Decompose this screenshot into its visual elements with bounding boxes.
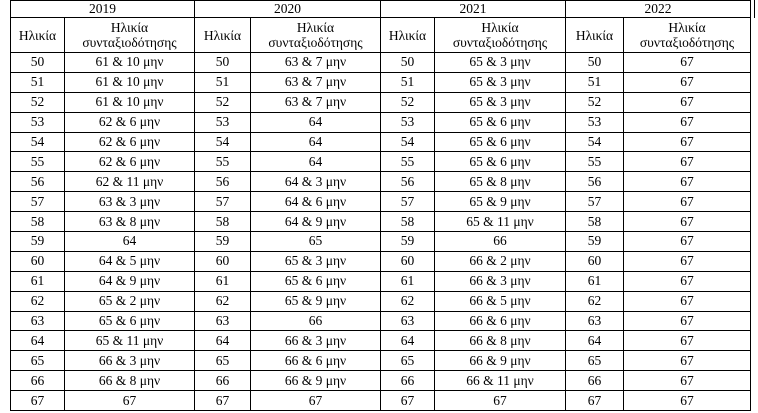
age-2019-cell: 61: [11, 271, 65, 291]
pension-age-2022-cell: 67: [624, 192, 751, 212]
pension-age-2019-cell: 65 & 11 μην: [65, 331, 195, 351]
table-row: [11, 112, 751, 132]
age-2022-cell: 60: [566, 251, 624, 271]
age-2021-cell: 58: [381, 212, 435, 232]
year-2022-header: 2022: [566, 1, 751, 18]
age-2020-cell: 54: [195, 132, 251, 152]
pension-age-2021-cell: 65 & 3 μην: [435, 92, 566, 112]
pension-age-2022-cell: 67: [624, 351, 751, 371]
age-2021-cell: 53: [381, 112, 435, 132]
age-2020-cell: 51: [195, 72, 251, 92]
pension-age-2019-cell: 61 & 10 μην: [65, 72, 195, 92]
age-2022-cell: 66: [566, 371, 624, 391]
pension-age-2022-cell: 67: [624, 72, 751, 92]
pension-age-column-header: [624, 18, 751, 53]
pension-age-2019-cell: 64 & 5 μην: [65, 251, 195, 271]
pension-age-2019-cell: 62 & 6 μην: [65, 132, 195, 152]
pension-age-2022-cell: 67: [624, 271, 751, 291]
pension-age-2019-cell: 63 & 3 μην: [65, 192, 195, 212]
pension-age-2020-cell: 64: [251, 112, 381, 132]
pension-age-2022-cell: 67: [624, 331, 751, 351]
age-2020-cell: 66: [195, 371, 251, 391]
pension-age-2019-cell: 63 & 8 μην: [65, 212, 195, 232]
table-row: [11, 53, 751, 73]
table-row: [11, 391, 751, 411]
age-2022-cell: 51: [566, 72, 624, 92]
age-2019-cell: 52: [11, 92, 65, 112]
table-row: [11, 172, 751, 192]
pension-age-2021-cell: 67: [435, 391, 566, 411]
age-2021-cell: 64: [381, 331, 435, 351]
age-2020-cell: 64: [195, 331, 251, 351]
pension-age-2020-cell: 63 & 7 μην: [251, 92, 381, 112]
age-2019-cell: 67: [11, 391, 65, 411]
pension-age-2021-cell: 65 & 3 μην: [435, 53, 566, 73]
age-2022-cell: 58: [566, 212, 624, 232]
age-2021-cell: 52: [381, 92, 435, 112]
pension-age-2021-cell: 66 & 6 μην: [435, 311, 566, 331]
age-2019-cell: 59: [11, 232, 65, 252]
age-2020-cell: 50: [195, 53, 251, 73]
pension-header-line1: Ηλικία: [668, 20, 706, 35]
age-2022-cell: 55: [566, 152, 624, 172]
pension-age-2021-cell: 66: [435, 232, 566, 252]
pension-age-column-header: [251, 18, 381, 53]
pension-age-2021-cell: 66 & 9 μην: [435, 351, 566, 371]
age-2022-cell: 61: [566, 271, 624, 291]
age-2019-cell: 63: [11, 311, 65, 331]
pension-age-2019-cell: 64: [65, 232, 195, 252]
age-2021-cell: 65: [381, 351, 435, 371]
age-2019-cell: 62: [11, 291, 65, 311]
age-2022-cell: 52: [566, 92, 624, 112]
age-2020-cell: 58: [195, 212, 251, 232]
age-2020-cell: 60: [195, 251, 251, 271]
year-2021-header: 2021: [381, 1, 566, 18]
pension-age-2019-cell: 62 & 6 μην: [65, 152, 195, 172]
pension-age-2021-cell: 65 & 11 μην: [435, 212, 566, 232]
age-2022-cell: 67: [566, 391, 624, 411]
age-2020-cell: 53: [195, 112, 251, 132]
age-2020-cell: 57: [195, 192, 251, 212]
age-2022-cell: 56: [566, 172, 624, 192]
age-2021-cell: 51: [381, 72, 435, 92]
pension-age-2020-cell: 63 & 7 μην: [251, 53, 381, 73]
pension-age-2020-cell: 63 & 7 μην: [251, 72, 381, 92]
age-2021-cell: 54: [381, 132, 435, 152]
pension-age-2022-cell: 67: [624, 152, 751, 172]
age-2022-cell: 54: [566, 132, 624, 152]
pension-age-2020-cell: 64 & 3 μην: [251, 172, 381, 192]
table-row: [11, 192, 751, 212]
pension-age-2020-cell: 65 & 6 μην: [251, 271, 381, 291]
age-2022-cell: 65: [566, 351, 624, 371]
age-2021-cell: 60: [381, 251, 435, 271]
age-2019-cell: 56: [11, 172, 65, 192]
age-2022-cell: 62: [566, 291, 624, 311]
pension-age-2020-cell: 64: [251, 132, 381, 152]
pension-header-line1: Ηλικία: [296, 20, 335, 35]
pension-age-2021-cell: 66 & 2 μην: [435, 251, 566, 271]
age-2020-cell: 55: [195, 152, 251, 172]
retirement-age-table: [10, 0, 751, 411]
age-2021-cell: 66: [381, 371, 435, 391]
age-2019-cell: 57: [11, 192, 65, 212]
pension-age-2022-cell: 67: [624, 311, 751, 331]
table-row: [11, 232, 751, 252]
table-row: [11, 251, 751, 271]
pension-age-2021-cell: 66 & 5 μην: [435, 291, 566, 311]
age-2020-cell: 52: [195, 92, 251, 112]
retirement-age-table-container: [10, 0, 750, 411]
pension-age-2019-cell: 62 & 6 μην: [65, 112, 195, 132]
pension-age-2022-cell: 67: [624, 212, 751, 232]
table-row: [11, 92, 751, 112]
pension-age-2022-cell: 67: [624, 391, 751, 411]
pension-header-line1: Ηλικία: [481, 20, 519, 35]
page-edge-line: [754, 0, 755, 18]
age-2019-cell: 58: [11, 212, 65, 232]
age-2019-cell: 53: [11, 112, 65, 132]
age-2020-cell: 63: [195, 311, 251, 331]
pension-age-2021-cell: 65 & 6 μην: [435, 132, 566, 152]
table-row: [11, 371, 751, 391]
pension-age-2022-cell: 67: [624, 291, 751, 311]
pension-age-2020-cell: 64 & 9 μην: [251, 212, 381, 232]
age-2021-cell: 62: [381, 291, 435, 311]
age-2021-cell: 61: [381, 271, 435, 291]
pension-age-2021-cell: 65 & 9 μην: [435, 192, 566, 212]
pension-header-line2: συνταξιοδότησης: [452, 35, 548, 50]
age-2022-cell: 50: [566, 53, 624, 73]
pension-age-2021-cell: 65 & 3 μην: [435, 72, 566, 92]
pension-age-2022-cell: 67: [624, 251, 751, 271]
age-2022-cell: 57: [566, 192, 624, 212]
age-2022-cell: 53: [566, 112, 624, 132]
pension-age-2020-cell: 65 & 9 μην: [251, 291, 381, 311]
age-2019-cell: 54: [11, 132, 65, 152]
pension-age-2022-cell: 67: [624, 371, 751, 391]
age-2022-cell: 63: [566, 311, 624, 331]
table-row: [11, 152, 751, 172]
age-column-header: Ηλικία: [11, 18, 65, 53]
age-2019-cell: 50: [11, 53, 65, 73]
pension-age-2019-cell: 61 & 10 μην: [65, 53, 195, 73]
table-row: [11, 212, 751, 232]
pension-age-2020-cell: 66 & 3 μην: [251, 331, 381, 351]
pension-age-2019-cell: 65 & 6 μην: [65, 311, 195, 331]
pension-age-2020-cell: 66 & 6 μην: [251, 351, 381, 371]
pension-age-2021-cell: 65 & 6 μην: [435, 152, 566, 172]
table-row: [11, 311, 751, 331]
age-column-header: Ηλικία: [566, 18, 624, 53]
age-2020-cell: 65: [195, 351, 251, 371]
pension-age-2020-cell: 67: [251, 391, 381, 411]
pension-age-2019-cell: 65 & 2 μην: [65, 291, 195, 311]
age-2020-cell: 61: [195, 271, 251, 291]
table-row: [11, 331, 751, 351]
table-body: [11, 53, 751, 411]
pension-age-2019-cell: 64 & 9 μην: [65, 271, 195, 291]
pension-header-line2: συνταξιοδότησης: [268, 35, 363, 50]
table-row: [11, 351, 751, 371]
age-2021-cell: 56: [381, 172, 435, 192]
table-row: [11, 271, 751, 291]
pension-age-2022-cell: 67: [624, 132, 751, 152]
pension-age-2022-cell: 67: [624, 53, 751, 73]
pension-age-2021-cell: 66 & 11 μην: [435, 371, 566, 391]
age-2019-cell: 55: [11, 152, 65, 172]
pension-age-2019-cell: 61 & 10 μην: [65, 92, 195, 112]
age-2020-cell: 56: [195, 172, 251, 192]
year-header-row: [11, 1, 751, 18]
pension-age-2019-cell: 62 & 11 μην: [65, 172, 195, 192]
age-2019-cell: 64: [11, 331, 65, 351]
year-2020-header: 2020: [195, 1, 381, 18]
pension-age-2021-cell: 66 & 8 μην: [435, 331, 566, 351]
pension-age-column-header: [65, 18, 195, 53]
column-header-row: [11, 18, 751, 53]
age-2021-cell: 55: [381, 152, 435, 172]
pension-age-2021-cell: 65 & 8 μην: [435, 172, 566, 192]
age-column-header: Ηλικία: [381, 18, 435, 53]
pension-age-2022-cell: 67: [624, 112, 751, 132]
pension-age-2019-cell: 67: [65, 391, 195, 411]
age-2021-cell: 59: [381, 232, 435, 252]
year-2019-header: 2019: [11, 1, 195, 18]
pension-age-column-header: [435, 18, 566, 53]
pension-age-2020-cell: 66: [251, 311, 381, 331]
age-2020-cell: 67: [195, 391, 251, 411]
pension-header-line2: συνταξιοδότησης: [639, 35, 735, 50]
age-2022-cell: 64: [566, 331, 624, 351]
table-row: [11, 291, 751, 311]
age-2019-cell: 60: [11, 251, 65, 271]
pension-age-2020-cell: 65 & 3 μην: [251, 251, 381, 271]
pension-age-2020-cell: 64: [251, 152, 381, 172]
table-row: [11, 72, 751, 92]
age-2021-cell: 50: [381, 53, 435, 73]
pension-age-2019-cell: 66 & 3 μην: [65, 351, 195, 371]
pension-age-2022-cell: 67: [624, 172, 751, 192]
age-2021-cell: 63: [381, 311, 435, 331]
pension-age-2021-cell: 65 & 6 μην: [435, 112, 566, 132]
age-2019-cell: 51: [11, 72, 65, 92]
pension-header-line2: συνταξιοδότησης: [82, 35, 177, 50]
pension-age-2022-cell: 67: [624, 92, 751, 112]
pension-age-2019-cell: 66 & 8 μην: [65, 371, 195, 391]
pension-age-2020-cell: 65: [251, 232, 381, 252]
pension-age-2020-cell: 64 & 6 μην: [251, 192, 381, 212]
age-2020-cell: 62: [195, 291, 251, 311]
age-2020-cell: 59: [195, 232, 251, 252]
pension-age-2021-cell: 66 & 3 μην: [435, 271, 566, 291]
pension-age-2020-cell: 66 & 9 μην: [251, 371, 381, 391]
pension-age-2022-cell: 67: [624, 232, 751, 252]
age-2022-cell: 59: [566, 232, 624, 252]
age-2021-cell: 67: [381, 391, 435, 411]
pension-header-line1: Ηλικία: [110, 20, 149, 35]
age-2021-cell: 57: [381, 192, 435, 212]
age-2019-cell: 66: [11, 371, 65, 391]
age-column-header: Ηλικία: [195, 18, 251, 53]
age-2019-cell: 65: [11, 351, 65, 371]
table-row: [11, 132, 751, 152]
